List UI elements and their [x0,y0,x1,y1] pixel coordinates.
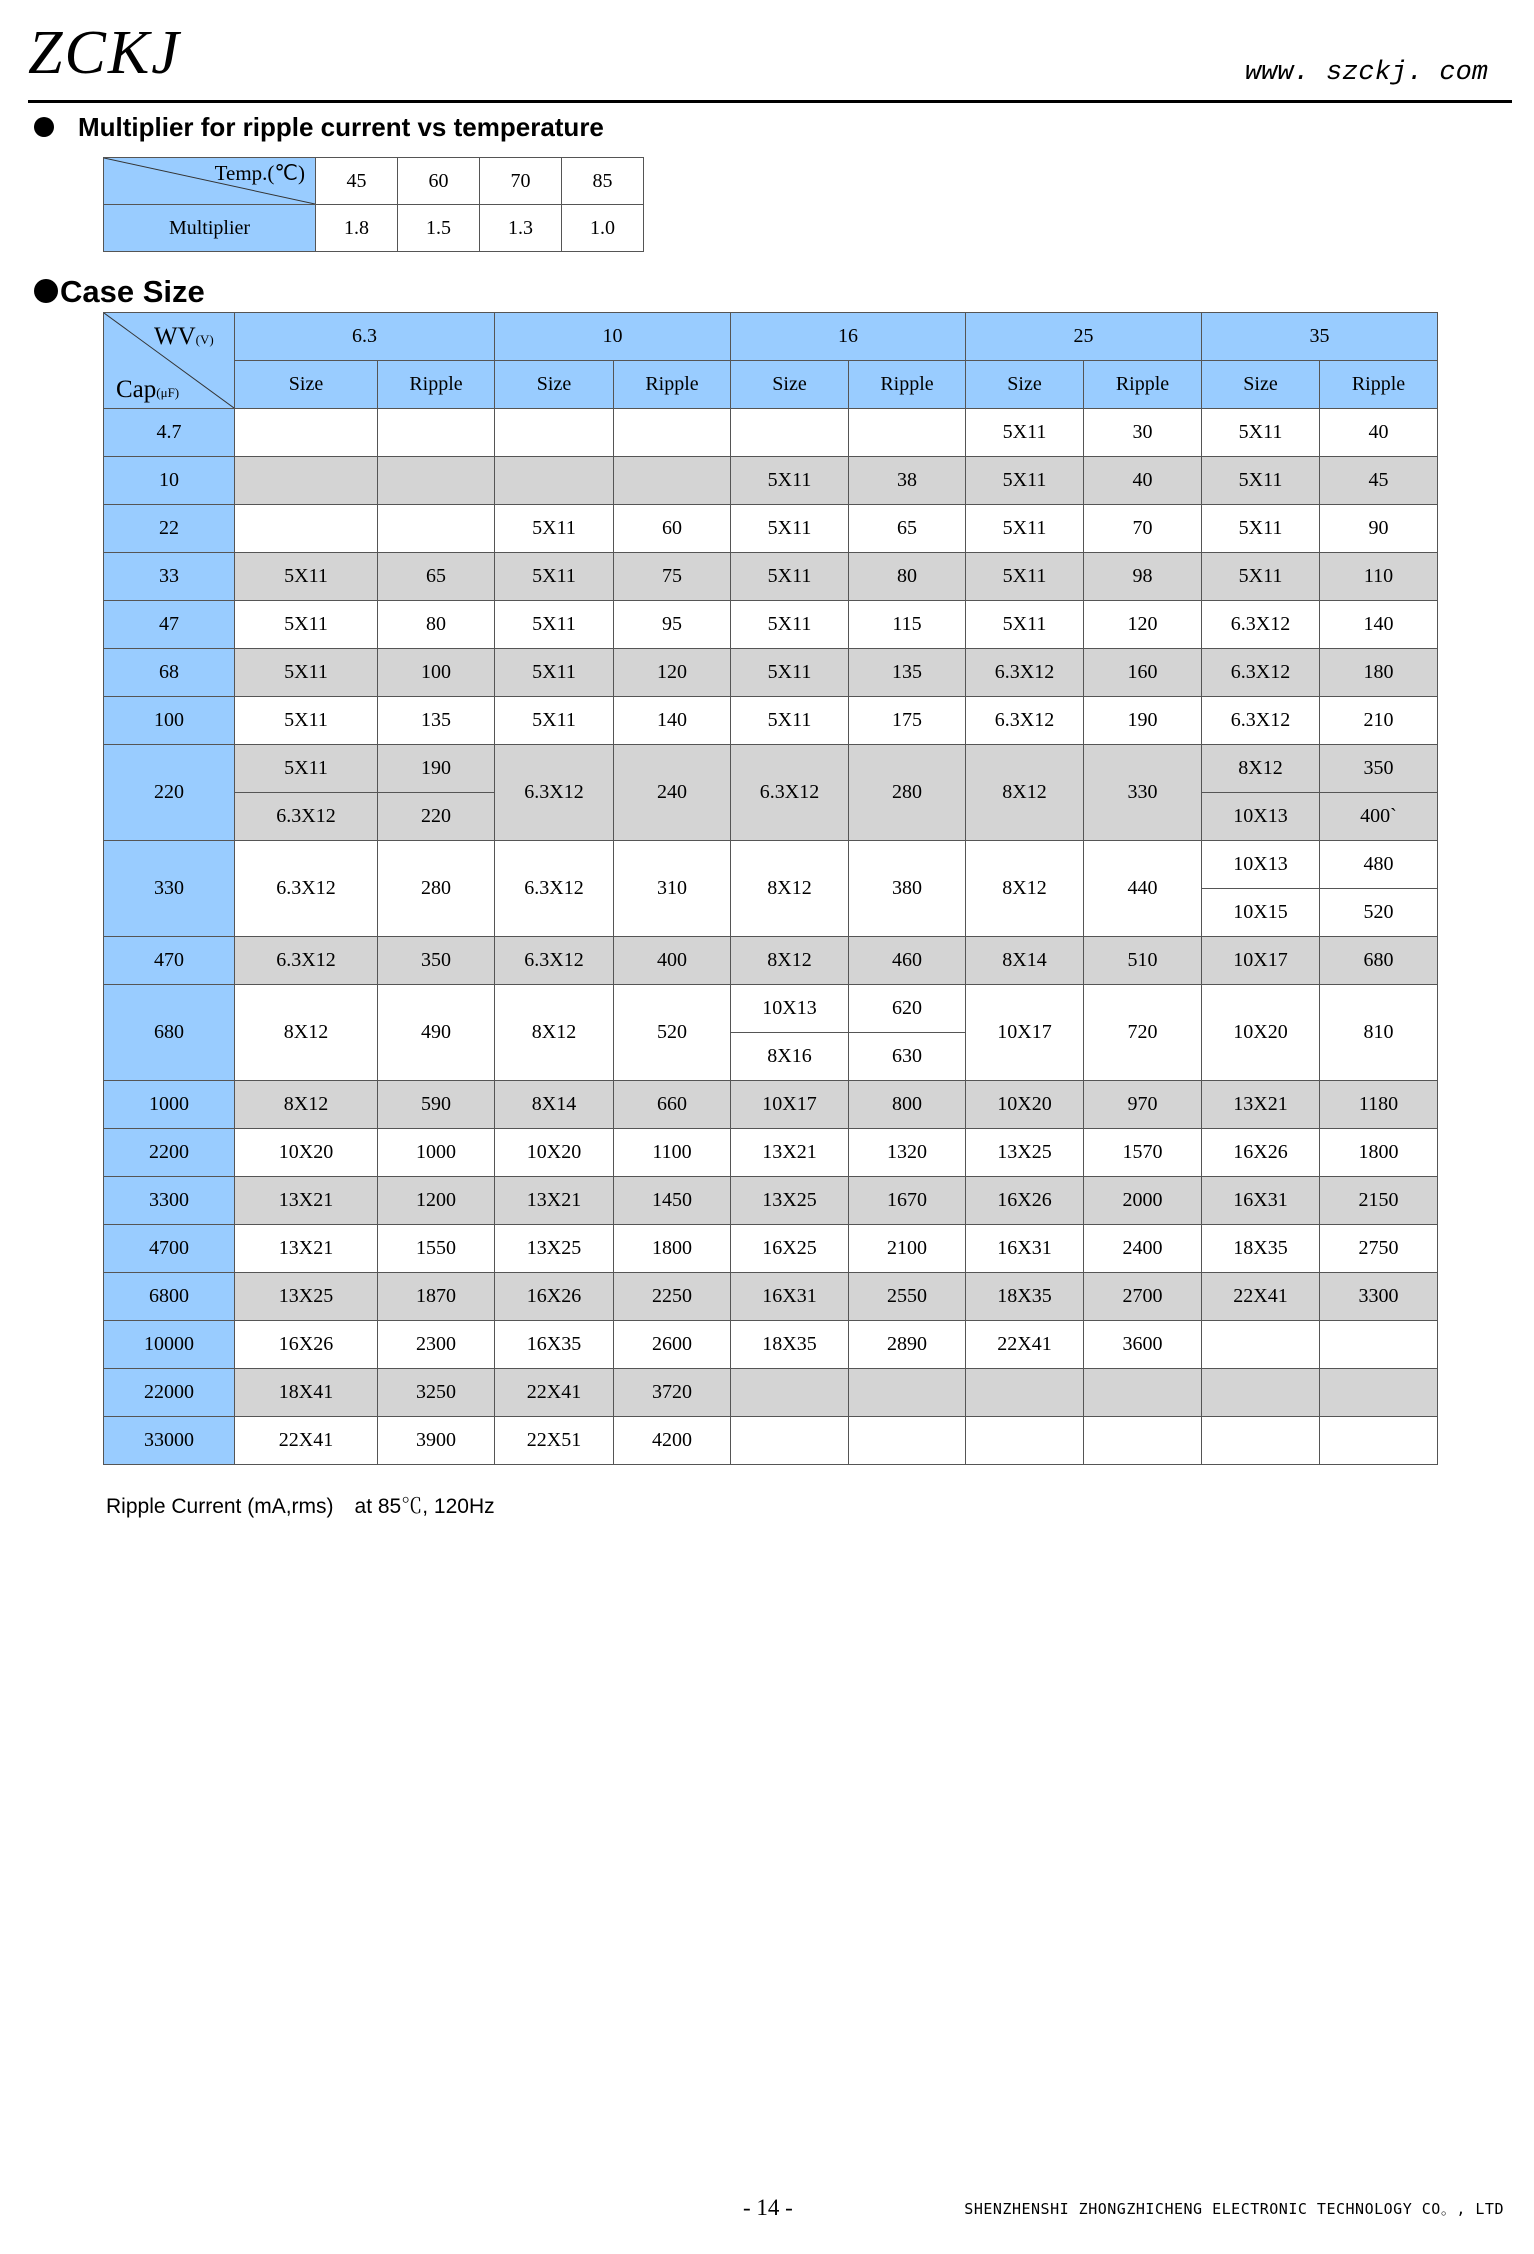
size-cell: 8X12 [1202,745,1320,793]
size-cell: 16X31 [731,1273,849,1321]
ripple-cell: 3600 [1084,1321,1202,1369]
ripple-cell [849,1369,966,1417]
cap-text: Cap [116,376,157,403]
cap-cell: 33000 [104,1417,235,1465]
size-column-header: Size [731,361,849,409]
size-cell: 22X41 [1202,1273,1320,1321]
size-cell: 10X20 [235,1129,378,1177]
case-size-section-title [34,274,205,310]
cap-cell: 680 [104,985,235,1081]
cap-cell: 2200 [104,1129,235,1177]
company-name: SHENZHENSHI ZHONGZHICHENG ELECTRONIC TECHNOLOGY CO。, LTD [964,2200,1504,2218]
table-row [104,1177,1438,1225]
ripple-cell: 2000 [1084,1177,1202,1225]
size-cell: 13X21 [731,1129,849,1177]
ripple-cell: 1000 [378,1129,495,1177]
ripple-cell: 510 [1084,937,1202,985]
table-row [104,457,1438,505]
multiplier-table [103,157,644,252]
case-table-body [104,409,1438,1465]
size-cell: 5X11 [235,697,378,745]
table-row [104,1081,1438,1129]
ripple-cell: 1670 [849,1177,966,1225]
ripple-cell [1320,1417,1438,1465]
size-cell: 13X21 [235,1177,378,1225]
table-row [104,205,644,252]
ripple-cell: 280 [849,745,966,841]
size-cell: 5X11 [495,649,614,697]
size-cell [731,1417,849,1465]
ripple-cell: 460 [849,937,966,985]
ripple-cell: 2600 [614,1321,731,1369]
size-cell: 10X20 [495,1129,614,1177]
ripple-cell: 98 [1084,553,1202,601]
size-cell: 10X13 [1202,841,1320,889]
size-cell: 10X17 [731,1081,849,1129]
ripple-cell: 2300 [378,1321,495,1369]
ripple-cell: 60 [614,505,731,553]
ripple-cell: 115 [849,601,966,649]
ripple-cell: 3250 [378,1369,495,1417]
voltage-header: 6.3 [235,313,495,361]
size-cell: 6.3X12 [731,745,849,841]
ripple-column-header: Ripple [1320,361,1438,409]
size-cell: 13X21 [235,1225,378,1273]
size-column-header: Size [1202,361,1320,409]
ripple-cell: 40 [1084,457,1202,505]
table-row [104,158,644,205]
size-cell: 10X20 [1202,985,1320,1081]
ripple-cell: 970 [1084,1081,1202,1129]
table-row [104,409,1438,457]
size-cell: 5X11 [731,601,849,649]
ripple-cell: 240 [614,745,731,841]
size-cell: 5X11 [495,553,614,601]
size-cell: 8X16 [731,1033,849,1081]
bullet-icon [34,279,58,303]
multiplier-cell: 1.0 [562,205,644,252]
ripple-cell: 190 [1084,697,1202,745]
ripple-cell: 140 [1320,601,1438,649]
size-cell: 13X25 [235,1273,378,1321]
ripple-cell: 1870 [378,1273,495,1321]
size-cell: 18X35 [1202,1225,1320,1273]
size-cell: 5X11 [495,697,614,745]
cap-unit: (μF) [156,385,180,400]
size-cell: 8X14 [495,1081,614,1129]
size-cell: 5X11 [1202,409,1320,457]
size-cell: 18X35 [731,1321,849,1369]
size-cell: 5X11 [495,601,614,649]
table-row [104,697,1438,745]
size-column-header: Size [495,361,614,409]
size-cell: 5X11 [235,553,378,601]
cap-cell: 4.7 [104,409,235,457]
ripple-cell: 90 [1320,505,1438,553]
cap-cell: 47 [104,601,235,649]
cap-cell: 22000 [104,1369,235,1417]
table-row [104,1369,1438,1417]
size-cell [731,409,849,457]
size-cell: 22X41 [966,1321,1084,1369]
ripple-cell: 4200 [614,1417,731,1465]
voltage-header-row [104,313,1438,361]
header-divider [28,100,1512,103]
size-cell: 18X35 [966,1273,1084,1321]
cap-cell: 10 [104,457,235,505]
ripple-cell: 1200 [378,1177,495,1225]
ripple-column-header: Ripple [378,361,495,409]
size-cell: 5X11 [731,505,849,553]
size-cell: 6.3X12 [235,841,378,937]
voltage-header: 10 [495,313,731,361]
ripple-cell: 210 [1320,697,1438,745]
ripple-cell: 120 [614,649,731,697]
cap-cell: 1000 [104,1081,235,1129]
ripple-cell: 3300 [1320,1273,1438,1321]
ripple-cell: 220 [378,793,495,841]
size-cell: 8X12 [495,985,614,1081]
ripple-cell: 1320 [849,1129,966,1177]
size-cell: 8X12 [731,841,849,937]
size-cell: 22X41 [235,1417,378,1465]
size-cell: 13X21 [1202,1081,1320,1129]
ripple-cell: 440 [1084,841,1202,937]
size-column-header: Size [235,361,378,409]
size-cell: 5X11 [966,505,1084,553]
company-logo: ZCKJ [28,19,181,87]
ripple-cell: 350 [378,937,495,985]
table-row [104,841,1438,889]
size-cell: 16X26 [1202,1129,1320,1177]
case-size-table [103,312,1438,1465]
size-cell [235,409,378,457]
table-row [104,505,1438,553]
table-row [104,1129,1438,1177]
ripple-cell: 350 [1320,745,1438,793]
size-cell [235,505,378,553]
size-cell: 6.3X12 [495,745,614,841]
ripple-cell: 1800 [614,1225,731,1273]
ripple-cell: 520 [1320,889,1438,937]
ripple-cell: 660 [614,1081,731,1129]
ripple-cell: 95 [614,601,731,649]
size-cell: 8X12 [235,1081,378,1129]
ripple-cell [614,409,731,457]
size-cell: 5X11 [731,697,849,745]
ripple-cell: 120 [1084,601,1202,649]
table-row [104,553,1438,601]
ripple-column-header: Ripple [1084,361,1202,409]
ripple-cell: 810 [1320,985,1438,1081]
size-cell: 5X11 [966,601,1084,649]
size-cell: 10X13 [731,985,849,1033]
table-row [104,937,1438,985]
size-cell [1202,1369,1320,1417]
ripple-column-header: Ripple [614,361,731,409]
ripple-cell [1084,1369,1202,1417]
size-cell: 10X17 [966,985,1084,1081]
table-row [104,649,1438,697]
ripple-cell: 590 [378,1081,495,1129]
size-cell: 5X11 [731,649,849,697]
ripple-cell: 720 [1084,985,1202,1081]
cap-cell: 470 [104,937,235,985]
ripple-cell: 3900 [378,1417,495,1465]
size-cell: 16X31 [966,1225,1084,1273]
size-cell [235,457,378,505]
case-corner-header [104,313,235,409]
size-cell: 22X51 [495,1417,614,1465]
ripple-cell: 70 [1084,505,1202,553]
cap-cell: 330 [104,841,235,937]
ripple-cell [1320,1321,1438,1369]
size-cell: 5X11 [731,553,849,601]
temp-cell: 85 [562,158,644,205]
multiplier-title-text: Multiplier for ripple current vs temperature [78,112,604,142]
voltage-header: 25 [966,313,1202,361]
wv-unit: (V) [195,332,214,347]
table-row [104,745,1438,793]
ripple-cell: 40 [1320,409,1438,457]
ripple-cell: 2150 [1320,1177,1438,1225]
voltage-header: 35 [1202,313,1438,361]
ripple-cell: 400 [614,937,731,985]
ripple-cell: 80 [849,553,966,601]
ripple-cell: 38 [849,457,966,505]
size-cell: 5X11 [1202,553,1320,601]
size-cell: 16X26 [235,1321,378,1369]
table-row [104,1321,1438,1369]
bullet-icon [34,117,54,137]
cap-cell: 22 [104,505,235,553]
table-row [104,601,1438,649]
ripple-cell: 800 [849,1081,966,1129]
size-cell: 5X11 [235,649,378,697]
size-cell: 5X11 [966,553,1084,601]
size-cell: 6.3X12 [235,793,378,841]
size-cell: 8X12 [731,937,849,985]
temp-cell: 45 [316,158,398,205]
size-cell: 5X11 [495,505,614,553]
size-cell [495,409,614,457]
size-cell: 8X12 [966,841,1084,937]
page-number: - 14 - [743,2195,793,2220]
ripple-cell [849,409,966,457]
ripple-cell: 65 [378,553,495,601]
size-cell: 10X17 [1202,937,1320,985]
voltage-header: 16 [731,313,966,361]
ripple-cell [378,505,495,553]
size-column-header: Size [966,361,1084,409]
ripple-cell: 100 [378,649,495,697]
ripple-cell [378,457,495,505]
ripple-cell: 80 [378,601,495,649]
size-cell: 6.3X12 [235,937,378,985]
table-row [104,1225,1438,1273]
multiplier-row-label: Multiplier [104,205,316,252]
cap-cell: 68 [104,649,235,697]
ripple-cell: 140 [614,697,731,745]
ripple-cell: 380 [849,841,966,937]
ripple-cell: 2550 [849,1273,966,1321]
ripple-cell: 310 [614,841,731,937]
size-cell [495,457,614,505]
ripple-cell: 135 [849,649,966,697]
size-cell: 6.3X12 [966,649,1084,697]
ripple-cell [378,409,495,457]
ripple-cell: 2400 [1084,1225,1202,1273]
size-cell [1202,1321,1320,1369]
cap-cell: 3300 [104,1177,235,1225]
size-cell [1202,1417,1320,1465]
ripple-cell [849,1417,966,1465]
cap-cell: 220 [104,745,235,841]
ripple-cell: 2750 [1320,1225,1438,1273]
size-cell [731,1369,849,1417]
wv-text: WV [154,323,196,350]
cap-cell: 6800 [104,1273,235,1321]
cap-cell: 33 [104,553,235,601]
case-size-title-text: Case Size [60,274,205,309]
ripple-cell: 1450 [614,1177,731,1225]
multiplier-section-title [34,112,604,143]
ripple-cell: 3720 [614,1369,731,1417]
wv-label [154,323,214,351]
ripple-cell: 1100 [614,1129,731,1177]
ripple-cell: 280 [378,841,495,937]
size-cell: 5X11 [731,457,849,505]
temp-cell: 70 [480,158,562,205]
size-cell: 18X41 [235,1369,378,1417]
ripple-cell: 190 [378,745,495,793]
size-cell: 10X20 [966,1081,1084,1129]
ripple-cell: 330 [1084,745,1202,841]
table-row [104,1417,1438,1465]
ripple-cell [1320,1369,1438,1417]
page-header [28,19,1512,102]
ripple-cell: 620 [849,985,966,1033]
ripple-cell: 110 [1320,553,1438,601]
temp-cell: 60 [398,158,480,205]
ripple-cell [614,457,731,505]
ripple-cell: 175 [849,697,966,745]
ripple-cell: 1550 [378,1225,495,1273]
size-cell: 6.3X12 [1202,697,1320,745]
size-cell: 6.3X12 [966,697,1084,745]
size-cell: 5X11 [1202,505,1320,553]
size-cell: 22X41 [495,1369,614,1417]
ripple-cell: 680 [1320,937,1438,985]
ripple-cell: 1570 [1084,1129,1202,1177]
ripple-cell [1084,1417,1202,1465]
size-cell: 13X25 [731,1177,849,1225]
size-cell: 6.3X12 [1202,649,1320,697]
ripple-cell: 180 [1320,649,1438,697]
size-cell: 16X25 [731,1225,849,1273]
size-cell: 16X26 [966,1177,1084,1225]
cap-cell: 4700 [104,1225,235,1273]
ripple-cell: 135 [378,697,495,745]
table-row [104,985,1438,1033]
size-cell: 16X26 [495,1273,614,1321]
size-cell: 13X25 [495,1225,614,1273]
website-url[interactable]: www. szckj. com [1244,58,1488,88]
size-cell [966,1369,1084,1417]
ripple-cell: 65 [849,505,966,553]
size-cell: 5X11 [235,601,378,649]
multiplier-cell: 1.8 [316,205,398,252]
size-cell: 8X14 [966,937,1084,985]
size-cell: 5X11 [966,457,1084,505]
ripple-footnote: Ripple Current (mA,rms) at 85℃, 120Hz [106,1495,495,1518]
ripple-cell: 2700 [1084,1273,1202,1321]
cap-cell: 10000 [104,1321,235,1369]
size-cell [966,1417,1084,1465]
cap-label [116,376,179,404]
multiplier-cell: 1.5 [398,205,480,252]
ripple-cell: 45 [1320,457,1438,505]
multiplier-cell: 1.3 [480,205,562,252]
size-cell: 16X35 [495,1321,614,1369]
ripple-cell: 2250 [614,1273,731,1321]
size-cell: 6.3X12 [1202,601,1320,649]
ripple-cell: 520 [614,985,731,1081]
ripple-cell: 480 [1320,841,1438,889]
ripple-cell: 630 [849,1033,966,1081]
size-cell: 6.3X12 [495,937,614,985]
ripple-column-header: Ripple [849,361,966,409]
temp-header-label: Temp.(℃) [214,161,305,185]
size-cell: 8X12 [966,745,1084,841]
size-cell: 6.3X12 [495,841,614,937]
multiplier-corner-header [104,158,316,205]
ripple-cell: 2890 [849,1321,966,1369]
size-cell: 5X11 [1202,457,1320,505]
size-cell: 16X31 [1202,1177,1320,1225]
cap-cell: 100 [104,697,235,745]
ripple-cell: 2100 [849,1225,966,1273]
ripple-cell: 490 [378,985,495,1081]
size-cell: 10X13 [1202,793,1320,841]
ripple-cell: 1180 [1320,1081,1438,1129]
size-cell: 8X12 [235,985,378,1081]
size-cell: 13X21 [495,1177,614,1225]
subheader-row [104,361,1438,409]
ripple-cell: 75 [614,553,731,601]
size-cell: 10X15 [1202,889,1320,937]
table-row [104,1273,1438,1321]
size-cell: 13X25 [966,1129,1084,1177]
size-cell: 5X11 [966,409,1084,457]
ripple-cell: 160 [1084,649,1202,697]
size-cell: 5X11 [235,745,378,793]
ripple-cell: 400` [1320,793,1438,841]
ripple-cell: 30 [1084,409,1202,457]
ripple-cell: 1800 [1320,1129,1438,1177]
